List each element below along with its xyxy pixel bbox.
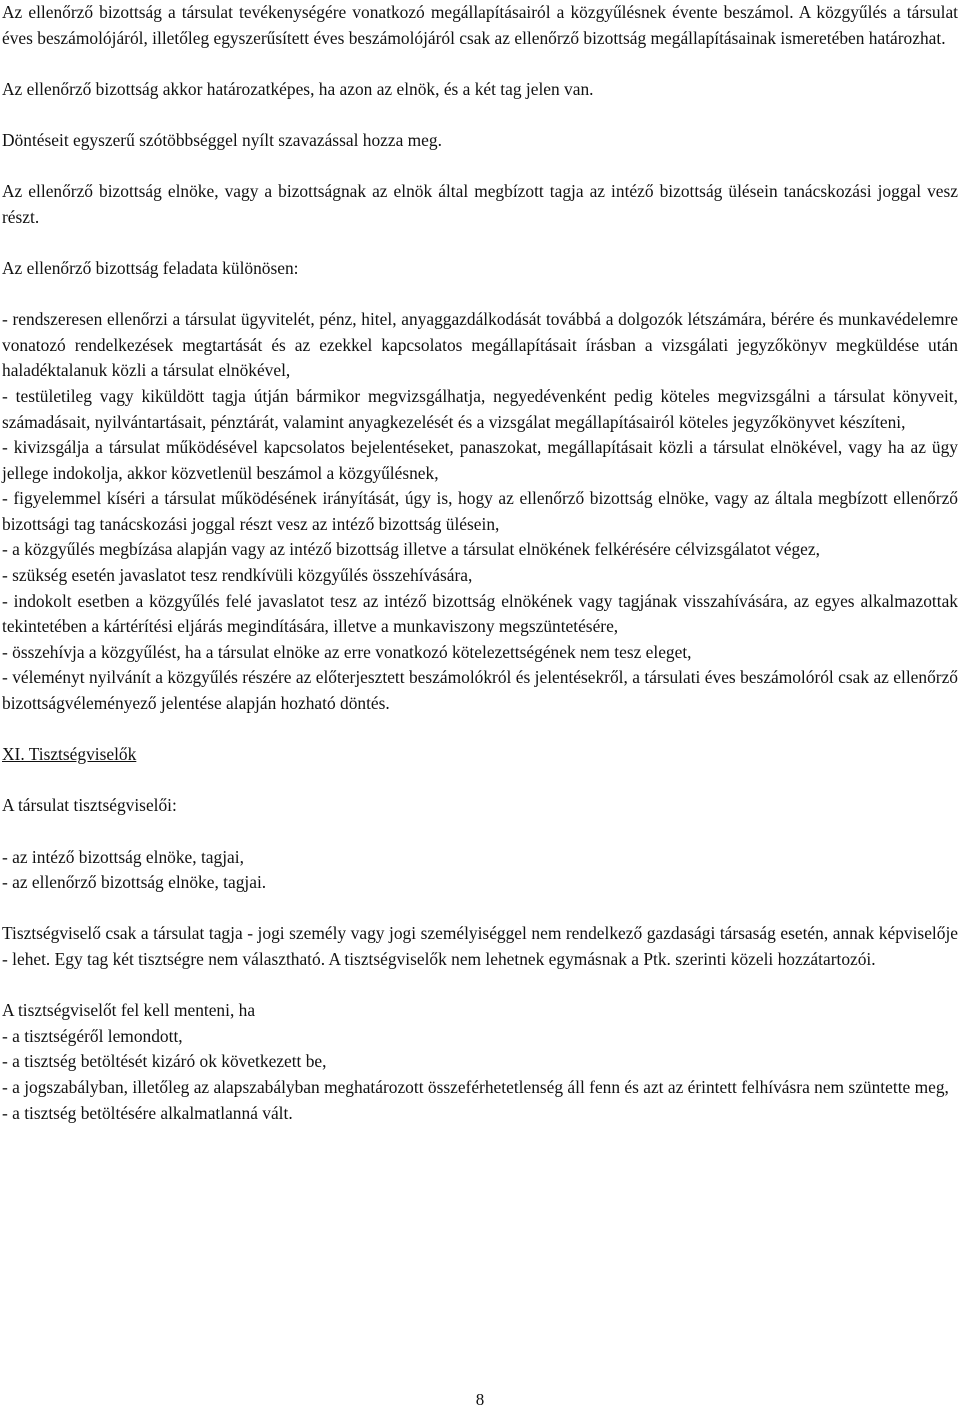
list-item: - az intéző bizottság elnöke, tagjai, (2, 846, 244, 867)
list-item: - a jogszabályban, illetőleg az alapszabályban meghatározott összeférhetetlenség áll fenn és azt az érintett felhívásra nem szüntette meg, (2, 1076, 949, 1097)
officers-list (2, 845, 958, 896)
document-body (2, 0, 958, 1152)
list-item: - a tisztség betöltését kizáró ok következett be, (2, 1051, 327, 1072)
list-item: - az ellenőrző bizottság elnöke, tagjai. (2, 872, 267, 893)
list-item: - indokolt esetben a közgyűlés felé javaslatot tesz az intéző bizottság elnökének vagy tagjának visszahívására, az egyes alkalmazottak tekintetében a kártérítési eljárás megindítására, illetve a munkaviszony megszüntetésére, (2, 590, 958, 637)
paragraph-officers-intro: A társulat tisztségviselői: (2, 795, 177, 816)
list-item: - a tisztségéről lemondott, (2, 1025, 183, 1046)
paragraph-voting: Döntéseit egyszerű szótöbbséggel nyílt szavazással hozza meg. (2, 129, 442, 150)
paragraph-quorum: Az ellenőrző bizottság akkor határozatképes, ha azon az elnök, és a két tag jelen van. (2, 78, 594, 99)
paragraph-officer-rule: Tisztségviselő csak a társulat tagja - jogi személy vagy jogi személyiséggel nem rendelkező gazdasági társaság esetén, annak képviselője - lehet. Egy tag két tisztségre nem választható. A tisztségviselők nem lehetnek egymásnak a Ptk. szerinti közeli hozzátartozói. (2, 923, 958, 969)
list-item: - kivizsgálja a társulat működésével kapcsolatos bejelentéseket, panaszokat, megállapításait közli a társulat elnökével, vagy ha az ügy jellege indokolja, akkor közvetlenül beszámol a közgyűlésnek, (2, 437, 958, 483)
paragraph-annual-report: Az ellenőrző bizottság a társulat tevékenységére vonatkozó megállapításairól a közgyűlésnek évente beszámol. A közgyűlés a társulat éves beszámolójáról, illetőleg egyszerűsített éves beszámolójáról csak az ellenőrző bizottság megállapításainak ismeretében határozhat. (2, 2, 958, 48)
list-item: - véleményt nyilvánít a közgyűlés részére az előterjesztett beszámolókról és jelentésekről, a társulati éves beszámolóról csak az ellenőrző bizottságvéleményező jelentése alapján hozható döntés. (2, 667, 958, 714)
paragraph-attendance: Az ellenőrző bizottság elnöke, vagy a bizottságnak az elnök által megbízott tagja az intéző bizottság ülésein tanácskozási joggal vesz részt. (2, 181, 958, 227)
dismissal-intro: A tisztségviselőt fel kell menteni, ha (2, 1000, 256, 1021)
list-item: - figyelemmel kíséri a társulat működésének irányítását, úgy is, hogy az ellenőrző bizottság elnöke, vagy az általa megbízott ellenőrző bizottsági tag tanácskozási joggal részt vesz az intéző bizottság ülésein, (2, 488, 958, 534)
list-item: - rendszeresen ellenőrzi a társulat ügyvitelét, pénz, hitel, anyaggazdálkodását továbbá a dolgozók létszámára, bérére és munkavédelemre vonatozó rendelkezések megtartását és az ezekkel kapcsolatos megállapításait írásban a vizsgálati jegyzőkönyv megküldése után haladéktalanuk közli a társulat elnökével, (2, 309, 958, 381)
page-number: 8 (475, 1390, 485, 1409)
paragraph-duties-intro: Az ellenőrző bizottság feladata különösen: (2, 257, 299, 278)
list-item: - összehívja a közgyűlést, ha a társulat elnöke az erre vonatkozó kötelezettségének nem tesz eleget, (2, 641, 692, 662)
list-item: - a közgyűlés megbízása alapján vagy az intéző bizottság illetve a társulat elnökének felkérésére célvizsgálatot végez, (2, 539, 820, 560)
list-item: - testületileg vagy kiküldött tagja útján bármikor megvizsgálhatja, negyedévenként pedig köteles megvizsgálni a társulat könyveit, számadásait, nyilvántartásait, pénztárát, valamint anyagkezelését és a vizsgálat megállapításairól köteles jegyzőkönyvet készíteni, (2, 385, 958, 432)
list-item: - szükség esetén javaslatot tesz rendkívüli közgyűlés összehívására, (2, 565, 473, 586)
list-item: - a tisztség betöltésére alkalmatlanná vált. (2, 1102, 293, 1123)
section-heading: XI. Tisztségviselők (2, 744, 137, 765)
duties-list (2, 307, 958, 717)
dismissal-list (2, 998, 958, 1126)
